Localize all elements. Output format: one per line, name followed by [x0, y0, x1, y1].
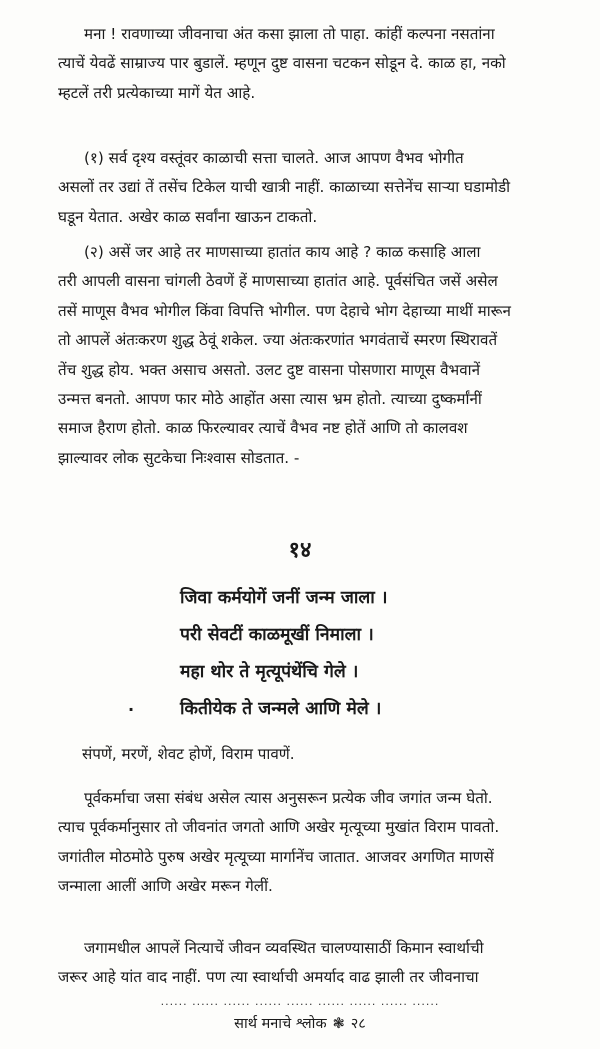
- flower-ornament-icon: ❃: [332, 1016, 345, 1032]
- text-line: (२) असें जर आहे तर माणसाच्या हातांत काय आहे ? काळ कसाहि आला: [84, 243, 481, 261]
- text-line: जगामधील आपलें नित्याचें जीवन व्यवस्थित चालण्यासाठीं किमान स्वार्थाची: [84, 939, 484, 957]
- verse-line: कितीयेक ते जन्मले आणि मेले ।: [180, 699, 382, 719]
- text-line: असलों तर उद्यां तें तसेंच टिकेल याची खात्री नाहीं. काळाच्या सत्तेनेंच साऱ्या घडामोडी: [58, 178, 511, 197]
- text-line: जन्माला आलीं आणि अखेर मरून गेलीं.: [58, 877, 273, 896]
- text-line: त्याच पूर्वकर्मानुसार तो जीवनांत जगतो आणि अखेर मृत्यूच्या मुखांत विराम पावतो.: [58, 818, 500, 837]
- text-line: समाज हैराण होतो. काळ फिरल्यावर त्याचें वैभव नष्ट होतें आणि तो कालवश: [58, 419, 468, 438]
- text-line: तेंच शुद्ध होय. भक्त असाच असतो. उलट दुष्ट वासना पोसणारा माणूस वैभवानें: [58, 360, 481, 379]
- text-line: त्याचें येवढें साम्राज्य पार बुडालें. म्हणून दुष्ट वासना चटकन सोडून दे. काळ हा, नको: [58, 54, 506, 73]
- text-line: म्हटलें तरी प्रत्येकाच्या मागें येत आहे.: [58, 83, 256, 102]
- paragraph-point-1: [58, 144, 586, 232]
- page-number: २८: [350, 1016, 366, 1032]
- footer-dotted-rule: ...... ...... ...... ...... ...... ...... ...... ...... ......: [160, 995, 440, 1008]
- text-line: घडून येतात. अखेर काळ सर्वांना खाऊन टाकतो.: [58, 207, 318, 226]
- text-line: पूर्वकर्माचा जसा संबंध असेल त्यास अनुसरून प्रत्येक जीव जगांत जन्म घेतो.: [84, 789, 493, 807]
- paragraph-explanation: [58, 784, 586, 902]
- book-title: सार्थ मनाचे श्लोक: [234, 1016, 327, 1032]
- verse-line: परी सेवटीं काळमूखीं निमाला ।: [180, 625, 374, 645]
- text-line: जगांतील मोठमोठे पुरुष अखेर मृत्यूच्या मार्गानेंच जातात. आजवर अगणित माणसें: [58, 847, 494, 866]
- paragraph-selfishness: [58, 934, 586, 993]
- verse-dot-mark: ·: [128, 700, 135, 719]
- text-line: उन्मत्त बनतो. आपण फार मोठे आहोंत असा त्यास भ्रम होतो. त्याच्या दुष्कर्मांनीं: [58, 390, 482, 409]
- text-line: तसें माणूस वैभव भोगील किंवा विपत्ति भोगील. पण देहाचे भोग देहाच्या माथीं मारून: [58, 301, 511, 320]
- shloka-verse: [180, 580, 580, 728]
- verse-line: जिवा कर्मयोगें जनीं जन्म जाला ।: [180, 588, 388, 608]
- text-line: जरूर आहे यांत वाद नाहीं. पण त्या स्वार्थाची अमर्याद वाढ झाली तर जीवनाचा: [58, 968, 479, 987]
- verse-line: महा थोर ते मृत्यूपंथेंचि गेले ।: [180, 662, 359, 682]
- text-line: तरी आपली वासना चांगली ठेवणें हें माणसाच्या हातांत आहे. पूर्वसंचित जसें असेल: [58, 272, 498, 291]
- page-footer: [0, 1013, 600, 1033]
- text-line: (१) सर्व दृश्य वस्तूंवर काळाची सत्ता चालते. आज आपण वैभव भोगीत: [84, 149, 464, 167]
- paragraph-ravana-end: [58, 20, 586, 108]
- word-meaning-line: संपणें, मरणें, शेवट होणें, विराम पावणें.: [82, 745, 295, 763]
- text-line: मना ! रावणाच्या जीवनाचा अंत कसा झाला तो पाहा. कांहीं कल्पना नसतांना: [84, 25, 495, 43]
- paragraph-point-2: [58, 238, 586, 473]
- text-line: तो आपलें अंतःकरण शुद्ध ठेवूं शकेल. ज्या अंतःकरणांत भगवंताचें स्मरण स्थिरावतें: [58, 331, 498, 350]
- verse-number-heading: १४: [288, 538, 312, 563]
- text-line: झाल्यावर लोक सुटकेचा निःश्वास सोडतात. -: [58, 448, 300, 467]
